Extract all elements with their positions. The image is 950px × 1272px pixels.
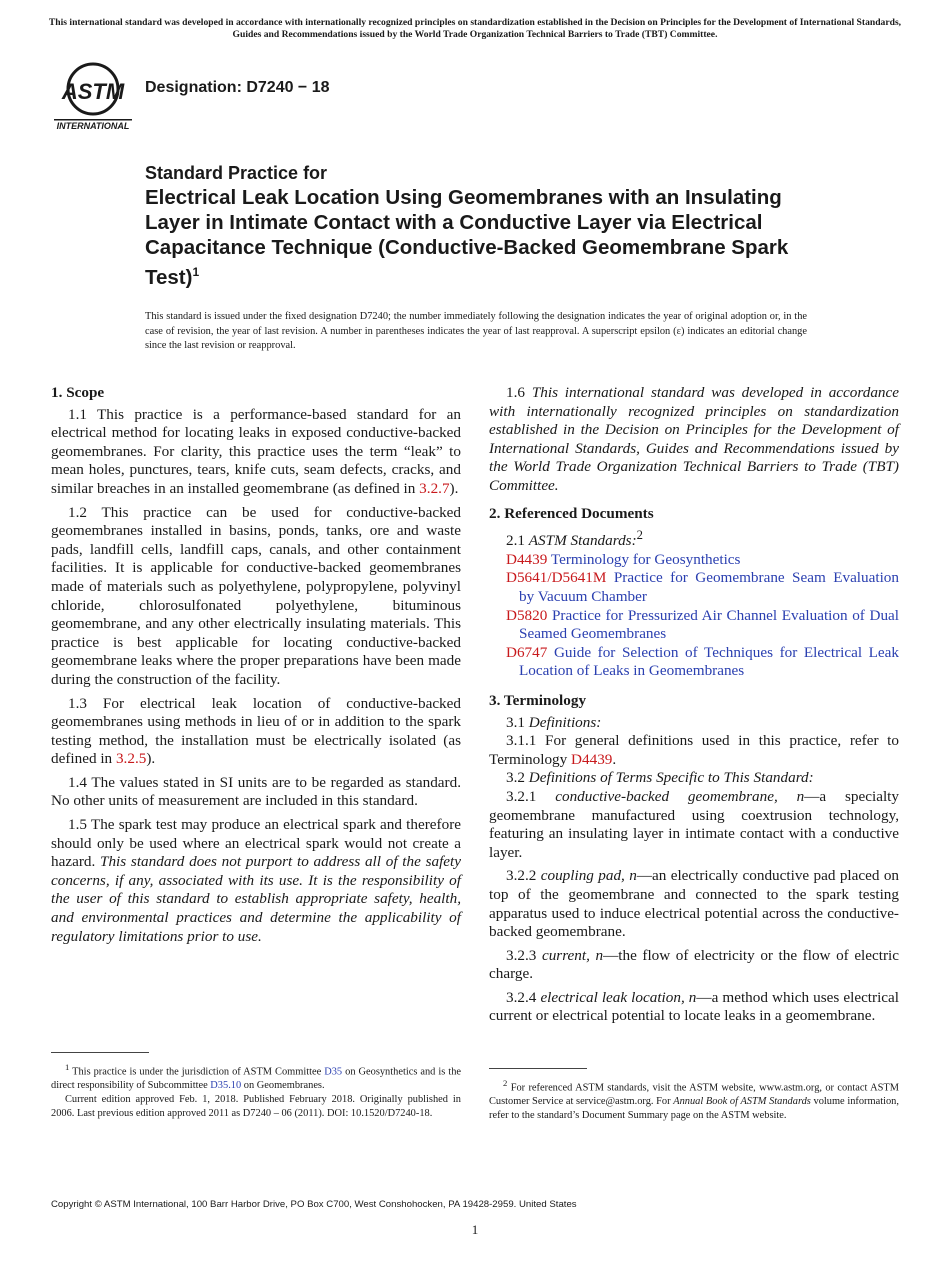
- footnote-2: $^2$ For referenced ASTM standards, visit the ASTM website, www.astm.org, or contact ASTM Customer Service at service@astm.org. For Annual Book of ASTM Standards volume information, refer to the standard’s Document Summary page on the ASTM website.: [489, 1078, 899, 1122]
- logo-word: INTERNATIONAL: [56, 121, 130, 131]
- para-3-1-1: 3.1.1 For general definitions used in this practice, refer to Terminology D4439.: [489, 732, 899, 768]
- para-1-3: 1.3 For electrical leak location of conductive-backed geomembranes using methods in lieu of or in addition to the spark testing method, the installation must be electrically isolated (as defined in 3.2.5).: [51, 694, 461, 768]
- link-3-2-7[interactable]: 3.2.7: [419, 479, 450, 497]
- designation: Designation: D7240 − 18: [145, 79, 330, 96]
- logo-letters: ASTM: [61, 79, 125, 104]
- para-1-5: 1.5 The spark test may produce an electrical spark and therefore should only be used where an electrical spark would not create a hazard. This standard does not purport to address all of the safety concerns, if any, associated with its use. It is the responsibility of the user of this standard to establish appropriate safety, health, and environmental practices and determine the applicability of regulatory limitations prior to use.: [51, 816, 462, 945]
- page-number: 1: [471, 1222, 479, 1237]
- para-1-6: 1.6 This international standard was developed in accordance with internationally recognized principles on standardization established in the Decision on Principles for the Development of International Standards, Guides and Recommendations issued by the World Trade Organization Technical Barriers to Trade (TBT) Committee.: [489, 384, 899, 494]
- link-d35[interactable]: D35: [324, 1066, 343, 1078]
- title-footnote-mark[interactable]: 1: [192, 265, 200, 279]
- para-3-2-3: 3.2.3 current, n—the flow of electricity or the flow of electric charge.: [489, 946, 899, 983]
- ref-item-d4439[interactable]: D4439 Terminology for Geosynthetics: [506, 550, 741, 568]
- link-3-2-5[interactable]: 3.2.5: [115, 750, 147, 768]
- para-1-4: 1.4 The values stated in SI units are to be regarded as standard. No other units of measurement are included in this standard.: [51, 773, 461, 810]
- ref-item-d5641[interactable]: D5641/D5641M Practice for Geomembrane Seam Evaluation by Vacuum Chamber: [506, 569, 899, 605]
- right-column: [489, 384, 899, 1031]
- para-3-2-4: 3.2.4 electrical leak location, n—a method which uses electrical current or electrical potential to locate leaks in a geomembrane.: [489, 988, 900, 1025]
- link-d4439[interactable]: D4439: [571, 750, 613, 768]
- issued-note: This standard is issued under the fixed designation D7240; the number immediately following the designation indicates the year of original adoption or, in the case of revision, the year of last revision. A number in parentheses indicates the year of last reapproval. A superscript epsilon (ε) indicates an editorial change since the last revision or reapproval.: [145, 311, 807, 351]
- astm-logo-icon: [52, 57, 134, 131]
- para-3-2-1: 3.2.1 conductive-backed geomembrane, n—a specialty geomembrane manufactured using coextrusion technology, featuring an insulating layer in intimate contact with a conductive layer.: [489, 787, 899, 861]
- document-title: [145, 161, 805, 290]
- ref-item-d6747[interactable]: D6747 Guide for Selection of Techniques for Electrical Leak Location of Leaks in Geomembranes: [506, 643, 899, 680]
- wto-notice: This international standard was developed in accordance with internationally recognized principles on standardization established in the Decision on Principles for the Development of International Standards, Guides and Recommendations issued by the World Trade Organization Technical Barriers to Trade (TBT) Committee.: [48, 17, 902, 40]
- refdocs-heading: 2. Referenced Documents: [489, 504, 654, 522]
- para-1-1: 1.1 This practice is a performance-based standard for an electrical method for locating leaks in exposed conductive-backed geomembranes. For clarity, this practice uses the term “leak” to mean holes, punctures, tears, knife cuts, seam defects, cracks, and similar breaches in an installed geomembrane (as defined in 3.2.7).: [51, 405, 461, 497]
- footnote-rule-right: [489, 1068, 587, 1069]
- definitions-label: 3.1 Definitions:: [506, 713, 602, 731]
- footnote-rule-left: [51, 1052, 149, 1053]
- scope-heading: 1. Scope: [51, 384, 105, 401]
- footnote-1: $^1$ This practice is under the jurisdiction of ASTM Committee D35 on Geosynthetics and is the direct responsibility of Subcommittee D35.10 on Geomembranes. Current edition approved Feb. 1, 2018. Published February 2018. Originally published in 2006. Last previous edition approved 2011 as D7240 – 06 (2011). DOI: 10.1520/D7240-18.: [51, 1062, 461, 1120]
- astm-logo: [52, 57, 134, 131]
- title-line1: Standard Practice for: [145, 163, 328, 183]
- title-main: Electrical Leak Location Using Geomembranes with an Insulating Layer in Intimate Contact with a Conductive Layer via Electrical Capacitance Technique (Conductive-Backed Geomembrane Spark Test): [145, 186, 789, 289]
- para-1-2: 1.2 This practice can be used for conductive-backed geomembranes installed in basins, ponds, tanks, ore and waste pads, landfill cells, landfill caps, canals, and other containment facilities. It is applicable for conductive-backed geomembranes made of materials such as polyethylene, polypropylene, polyvinyl chloride, chlorosulfonated polyethylene, bituminous geomembrane, and any other electrically insulating materials. This practice is best applicable for locating conductive-backed geomembrane leaks where the proper preparations have been made during the construction of the facility.: [51, 503, 461, 688]
- astm-standards-label: 2.1 ASTM Standards:$^2$: [506, 528, 643, 550]
- definitions-specific-label: 3.2 Definitions of Terms Specific to This Standard:: [506, 769, 814, 787]
- copyright-footer: Copyright © ASTM International, 100 Barr Harbor Drive, PO Box C700, West Conshohocken, PA 19428-2959. United States: [51, 1199, 577, 1210]
- para-3-2-2: 3.2.2 coupling pad, n—an electrically conductive pad placed on top of the geomembrane and connected to the spark testing apparatus used to induce electrical potential across the conductive-backed geomembrane.: [489, 867, 900, 941]
- left-column: [51, 384, 461, 951]
- link-d35-10[interactable]: D35.10: [210, 1080, 242, 1092]
- ref-item-d5820[interactable]: D5820 Practice for Pressurized Air Channel Evaluation of Dual Seamed Geomembranes: [506, 606, 900, 643]
- terminology-heading: 3. Terminology: [489, 691, 587, 709]
